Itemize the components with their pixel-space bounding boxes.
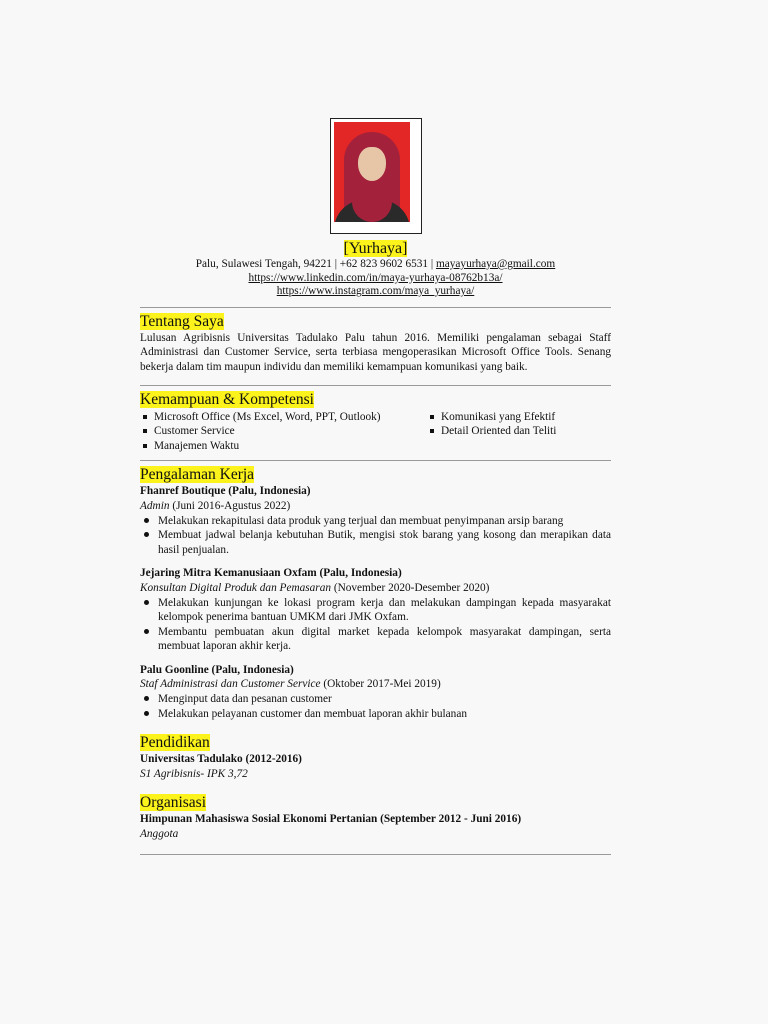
section-title-experience: Pengalaman Kerja	[140, 466, 255, 484]
education-school: Universitas Tadulako (2012-2016)	[140, 753, 302, 766]
divider	[140, 385, 611, 386]
section-title-organization: Organisasi	[140, 794, 207, 812]
job-organization: Jejaring Mitra Kemanusiaan Oxfam (Palu, Indonesia)	[140, 567, 402, 580]
candidate-name: [Yurhaya]	[343, 240, 408, 257]
skills-list	[140, 410, 611, 454]
skill-item: Detail Oriented dan Teliti	[427, 424, 611, 439]
skill-item: Microsoft Office (Ms Excel, Word, PPT, Outlook)	[140, 410, 427, 425]
job-entry	[140, 566, 611, 654]
job-role-line: Admin (Juni 2016-Agustus 2022)	[140, 499, 291, 512]
job-role-line: Staf Administrasi dan Customer Service (Oktober 2017-Mei 2019)	[140, 678, 441, 691]
resume-page	[140, 118, 611, 859]
skill-item: Manajemen Waktu	[140, 439, 427, 454]
job-organization: Fhanref Boutique (Palu, Indonesia)	[140, 485, 311, 498]
about-text: Lulusan Agribisnis Universitas Tadulako Palu tahun 2016. Memiliki pengalaman sebagai Staff Administrasi dan Customer Service, serta terbiasa mengoperasikan Microsoft Office Tools. Senang bekerja dalam tim maupun individu dan memiliki kemampuan komunikasi yang baik.	[140, 331, 611, 373]
section-title-skills: Kemampuan & Kompetensi	[140, 390, 314, 408]
job-bullet: Melakukan kunjungan ke lokasi program kerja dan melakukan dampingan kepada masyarakat kelompok penerima bantuan UMKM dari JMK Oxfam.	[140, 596, 611, 625]
job-entry	[140, 663, 611, 721]
job-bullet: Membuat jadwal belanja kebutuhan Butik, mengisi stok barang yang kosong dan merapikan data hasil penjualan.	[140, 528, 611, 557]
section-title-education: Pendidikan	[140, 734, 210, 752]
job-bullet: Melakukan rekapitulasi data produk yang terjual dan membuat penyimpanan arsip barang	[140, 514, 611, 529]
job-organization: Palu Goonline (Palu, Indonesia)	[140, 663, 294, 676]
section-title-about: Tentang Saya	[140, 312, 224, 330]
divider	[140, 460, 611, 461]
job-bullet: Menginput data dan pesanan customer	[140, 692, 611, 707]
organization-role: Anggota	[140, 828, 179, 841]
skill-item: Customer Service	[140, 424, 427, 439]
job-entry	[140, 484, 611, 557]
contact-line	[140, 258, 611, 272]
divider	[140, 307, 611, 308]
job-bullet: Membantu pembuatan akun digital market kepada kelompok masyarakat dampingan, serta membuat laporan akhir kerja.	[140, 625, 611, 654]
job-bullet: Melakukan pelayanan customer dan membuat laporan akhir bulanan	[140, 707, 611, 722]
linkedin-link[interactable]: https://www.linkedin.com/in/maya-yurhaya-08762b13a/	[248, 271, 503, 284]
instagram-link[interactable]: https://www.instagram.com/maya_yurhaya/	[276, 285, 475, 298]
address-phone: Palu, Sulawesi Tengah, 94221 | +62 823 9602 6531 |	[195, 258, 436, 270]
job-role-line: Konsultan Digital Produk dan Pemasaran (November 2020-Desember 2020)	[140, 581, 490, 594]
organization-name: Himpunan Mahasiswa Sosial Ekonomi Pertanian (September 2012 - Juni 2016)	[140, 813, 522, 826]
education-degree: S1 Agribisnis- IPK 3,72	[140, 767, 248, 780]
profile-photo	[330, 118, 422, 234]
divider	[140, 854, 611, 855]
email-link[interactable]: mayayurhaya@gmail.com	[435, 258, 556, 270]
skill-item: Komunikasi yang Efektif	[427, 410, 611, 425]
